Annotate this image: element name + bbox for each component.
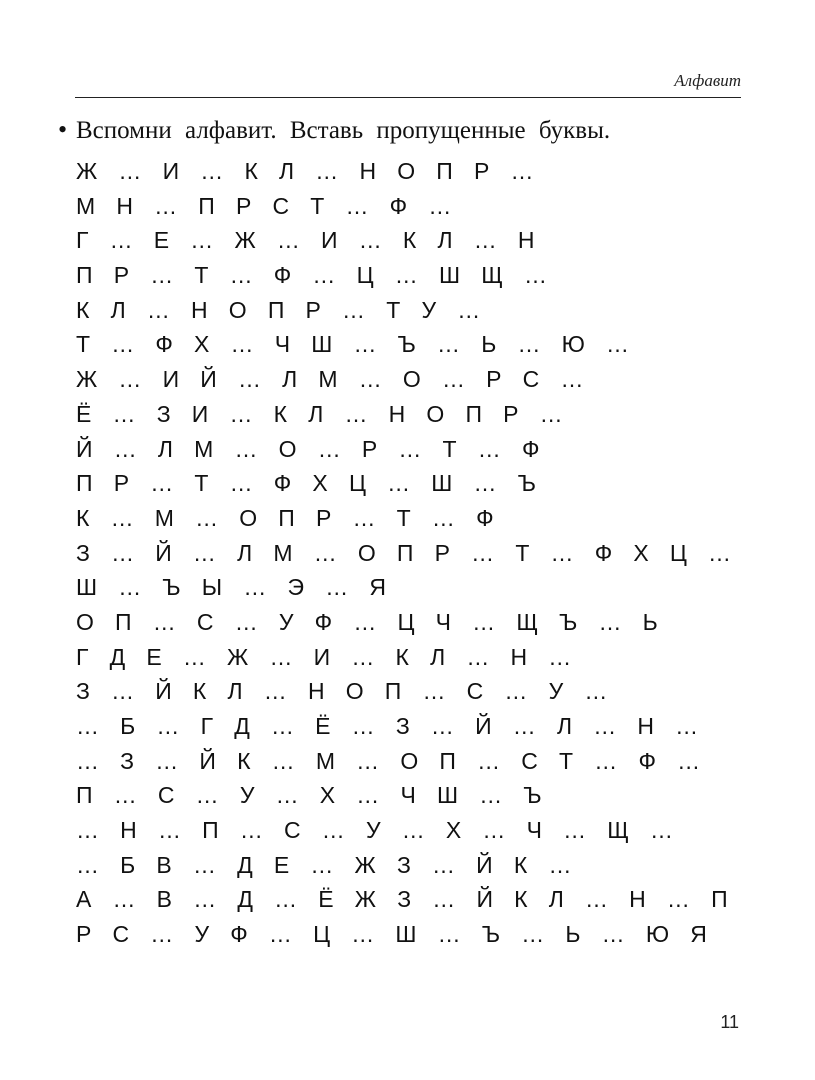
alphabet-row: П Р … Т … Ф Х Ц … Ш … Ъ <box>76 470 537 497</box>
alphabet-row: Т … Ф Х … Ч Ш … Ъ … Ь … Ю … <box>76 331 630 358</box>
alphabet-row: Г … Е … Ж … И … К Л … Н <box>76 227 536 254</box>
alphabet-row: Ш … Ъ Ы … Э … Я <box>76 574 387 601</box>
bullet: • <box>58 115 68 144</box>
alphabet-row: Г Д Е … Ж … И … К Л … Н … <box>76 643 572 670</box>
alphabet-row: Ж … И Й … Л М … О … Р С … <box>76 366 584 393</box>
alphabet-row: Р С … У Ф … Ц … Ш … Ъ … Ь … Ю Я <box>76 921 708 948</box>
alphabet-row: О П … С … У Ф … Ц Ч … Щ Ъ … Ь <box>76 608 659 635</box>
page-number: 11 <box>720 1012 739 1032</box>
header-rule <box>75 97 741 98</box>
alphabet-row: З … Й … Л М … О П Р … Т … Ф Х Ц … <box>76 539 732 566</box>
alphabet-row: Й … Л М … О … Р … Т … Ф <box>76 435 540 462</box>
alphabet-row: Ж … И … К Л … Н О П Р … <box>76 158 535 184</box>
alphabet-row: … Б … Г Д … Ё … З … Й … Л … Н … <box>76 713 699 739</box>
alphabet-row: … З … Й К … М … О П … С Т … Ф … <box>76 747 701 774</box>
alphabet-row: П … С … У … Х … Ч Ш … Ъ <box>76 782 543 809</box>
alphabet-row: К Л … Н О П Р … Т У … <box>76 296 481 323</box>
instruction-text: Вспомни алфавит. Вставь пропущенные буквы. <box>76 117 611 144</box>
alphabet-row: … Б В … Д Е … Ж З … Й К … <box>76 851 572 878</box>
alphabet-row: М Н … П Р С Т … Ф … <box>76 192 452 219</box>
alphabet-rows <box>76 154 732 952</box>
alphabet-row: З … Й К Л … Н О П … С … У … <box>76 678 608 705</box>
alphabet-row: … Н … П … С … У … Х … Ч … Щ … <box>76 817 674 844</box>
alphabet-row: Ё … З И … К Л … Н О П Р … <box>76 400 564 427</box>
alphabet-row: П Р … Т … Ф … Ц … Ш Щ … <box>76 262 548 289</box>
alphabet-row: К … М … О П Р … Т … Ф <box>76 504 495 531</box>
alphabet-row: А … В … Д … Ё Ж З … Й К Л … Н … П <box>76 886 729 913</box>
instruction <box>58 115 610 145</box>
header-title: Алфавит <box>674 71 741 90</box>
